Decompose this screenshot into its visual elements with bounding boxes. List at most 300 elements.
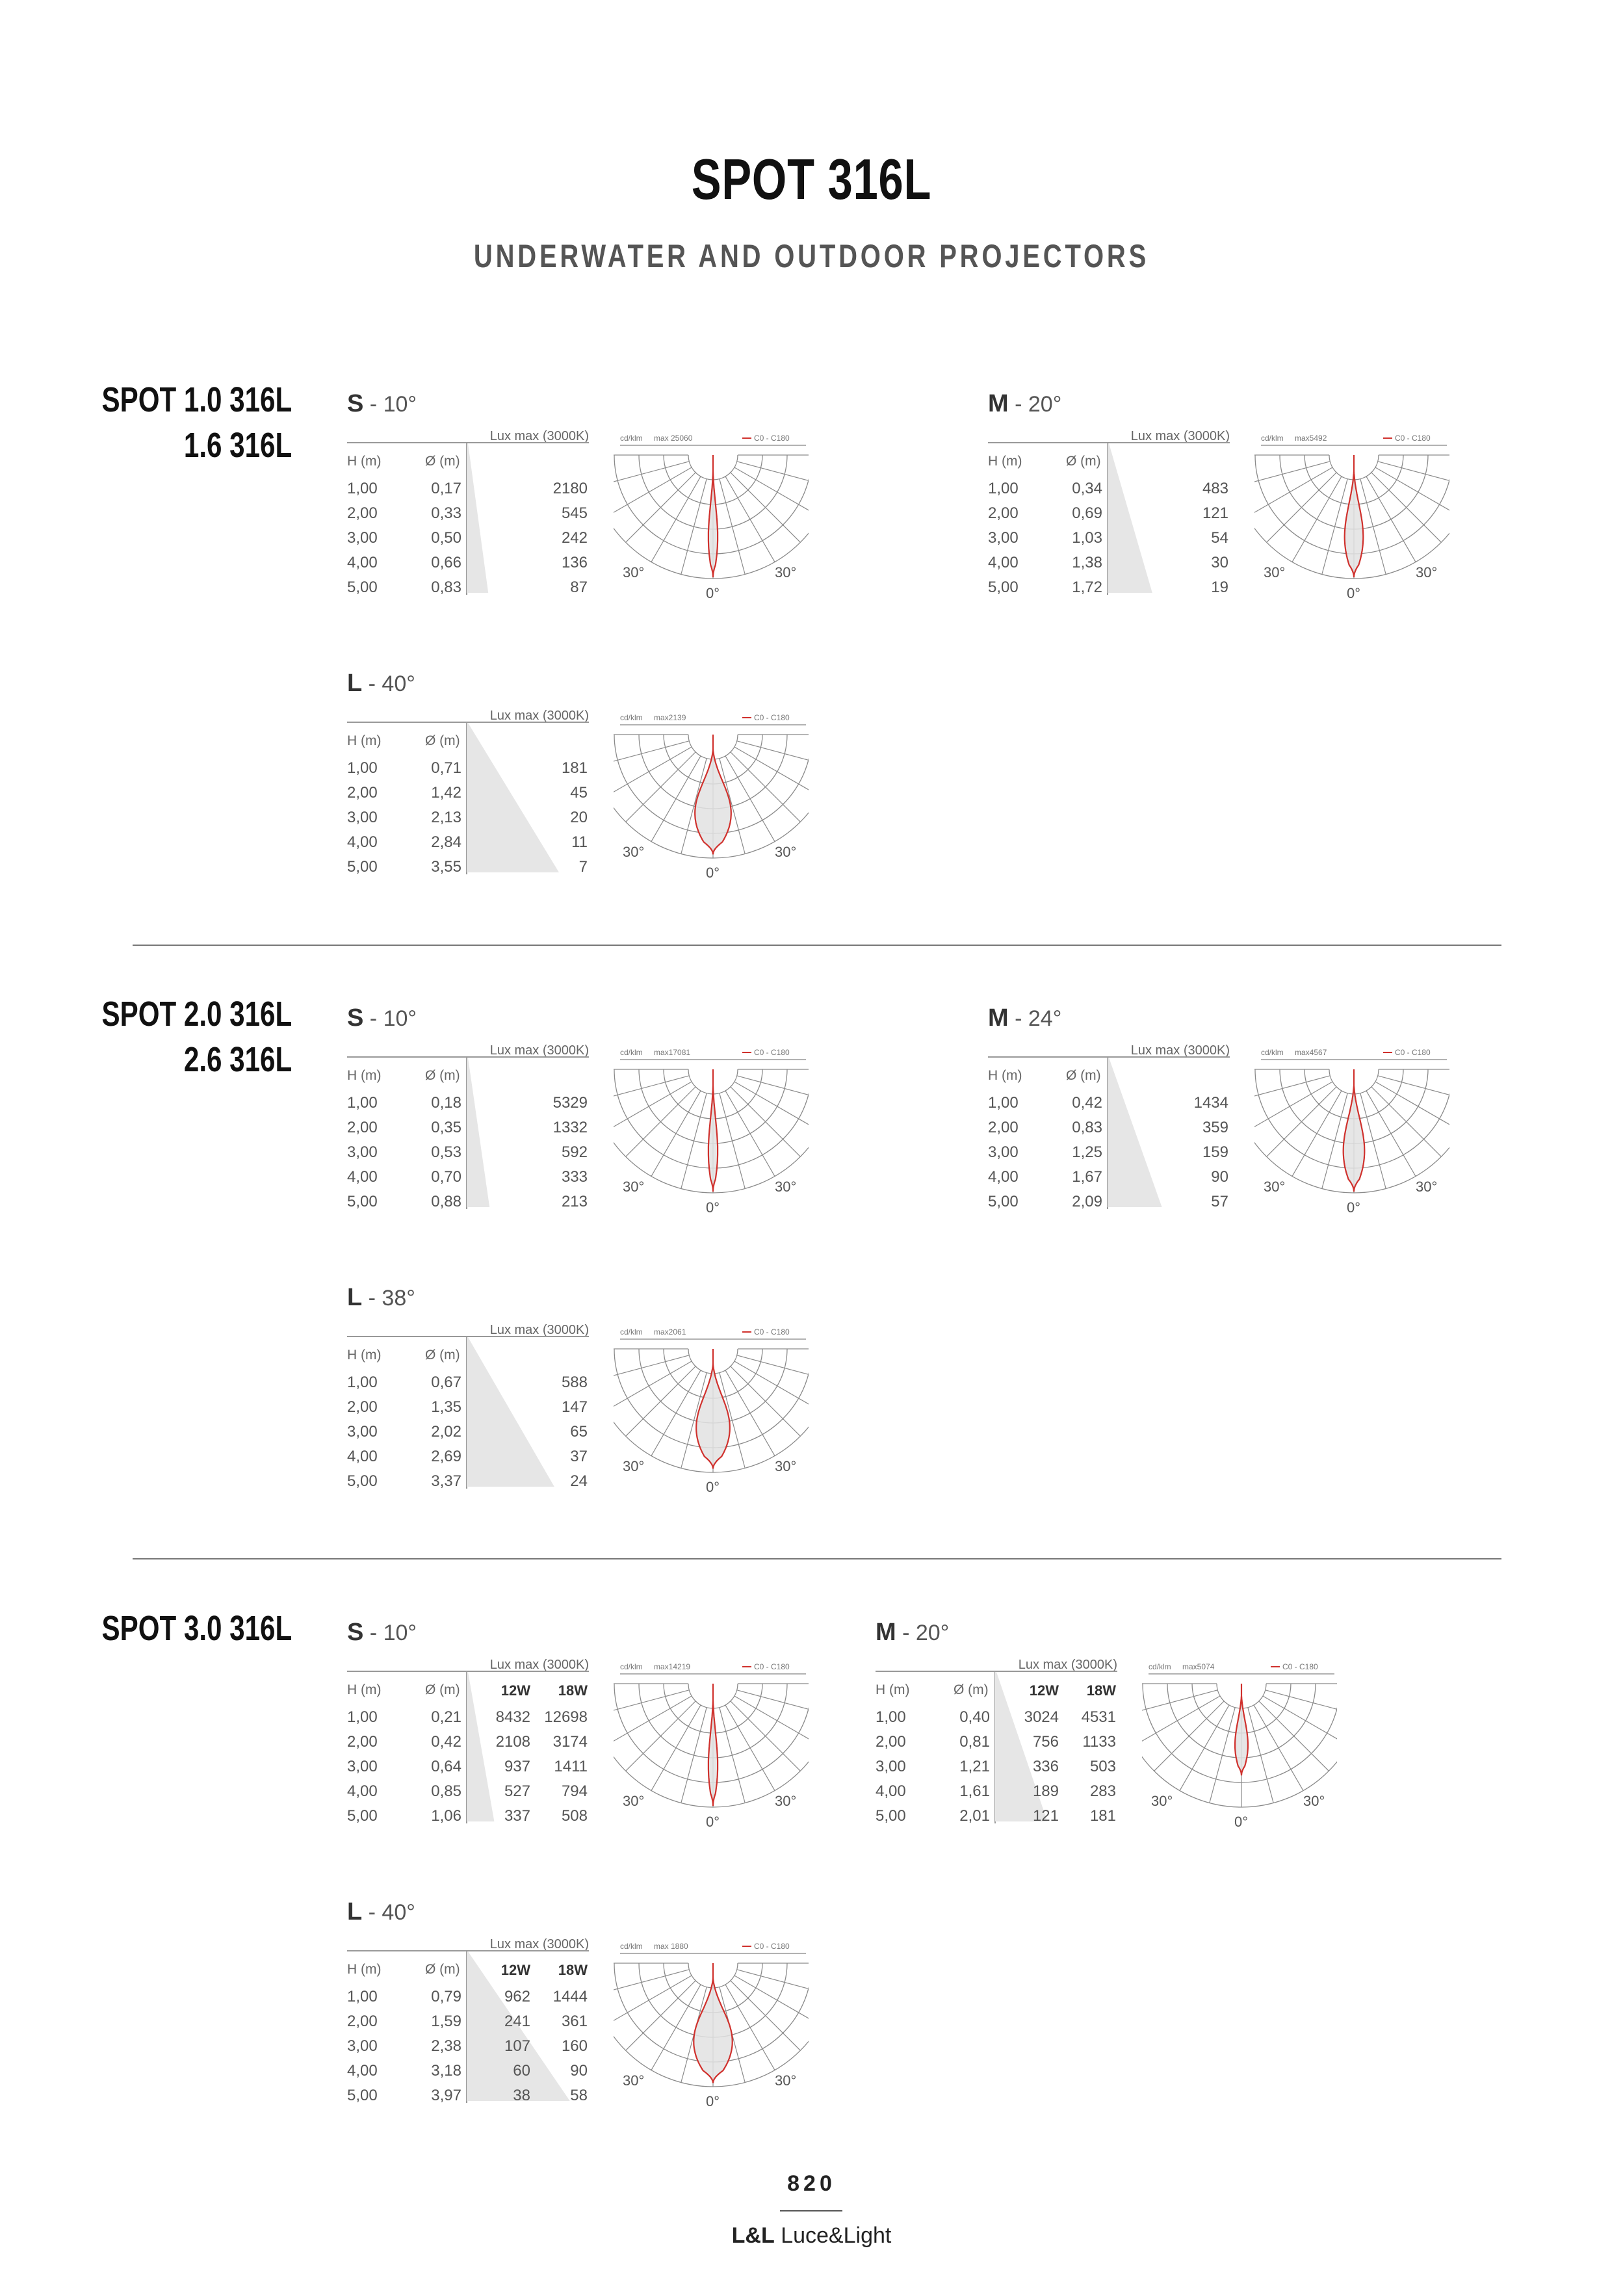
polar-radial bbox=[737, 741, 809, 766]
polar-radial bbox=[1292, 476, 1342, 562]
diameter-value: 0,83 bbox=[1072, 1119, 1102, 1136]
polar-radial bbox=[681, 1708, 707, 1803]
lux-value-18w: 794 bbox=[561, 1782, 588, 1800]
polar-max-value: max 1880 bbox=[654, 1942, 688, 1951]
polar-radial bbox=[725, 1705, 775, 1791]
lux-value: 359 bbox=[1202, 1119, 1228, 1136]
beam-title bbox=[347, 1004, 417, 1032]
beam-curve-c0-c180 bbox=[1235, 1684, 1248, 1775]
lux-value: 592 bbox=[561, 1143, 588, 1161]
polar-unit: cd/klm bbox=[1149, 1662, 1171, 1671]
polar-radial bbox=[1378, 462, 1449, 487]
diameter-header: Ø (m) bbox=[1066, 1068, 1101, 1083]
angle-label-center: 0° bbox=[1347, 1199, 1361, 1216]
lux-max-header: Lux max (3000K) bbox=[489, 1658, 589, 1672]
table-row bbox=[988, 1119, 1261, 1143]
polar-legend: C0 - C180 bbox=[754, 713, 790, 722]
lux-value: 483 bbox=[1202, 480, 1228, 497]
angle-label-left: 30° bbox=[623, 1179, 645, 1195]
polar-diagram bbox=[614, 1658, 809, 1853]
beam-block bbox=[347, 670, 815, 904]
polar-radial bbox=[720, 479, 745, 575]
polar-radial bbox=[626, 1087, 695, 1156]
diameter-value: 1,06 bbox=[431, 1807, 461, 1825]
polar-radial bbox=[1366, 1091, 1416, 1177]
polar-unit: cd/klm bbox=[620, 713, 643, 722]
beam-title bbox=[347, 390, 417, 418]
table-row bbox=[347, 1988, 620, 2013]
height-value: 3,00 bbox=[347, 809, 378, 826]
polar-diagram bbox=[614, 1323, 809, 1518]
polar-radial bbox=[725, 756, 775, 842]
polar-radial bbox=[626, 1981, 695, 2050]
height-value: 2,00 bbox=[347, 1733, 378, 1751]
lux-value: 5329 bbox=[552, 1094, 588, 1112]
height-value: 3,00 bbox=[347, 1758, 378, 1775]
lux-value: 30 bbox=[1211, 554, 1228, 571]
lux-value-12w: 8432 bbox=[495, 1708, 530, 1726]
table-row bbox=[988, 1168, 1261, 1193]
beam-letter: M bbox=[988, 390, 1009, 417]
polar-radial bbox=[1266, 1690, 1337, 1715]
polar-radial bbox=[731, 752, 800, 822]
lux-value-18w: 283 bbox=[1089, 1782, 1116, 1800]
beam-block bbox=[347, 390, 815, 624]
angle-label-right: 30° bbox=[775, 2072, 797, 2089]
polar-radial bbox=[720, 1093, 745, 1189]
lux-value: 2180 bbox=[552, 480, 588, 497]
angle-label-left: 30° bbox=[623, 564, 645, 581]
polar-radial bbox=[681, 1093, 707, 1189]
lux-value-18w: 508 bbox=[561, 1807, 588, 1825]
height-value: 1,00 bbox=[988, 480, 1019, 497]
beam-block bbox=[347, 1898, 815, 2132]
lux-value: 7 bbox=[578, 858, 588, 876]
diameter-value: 0,71 bbox=[431, 759, 461, 777]
beam-angle: - 40° bbox=[362, 1900, 415, 1925]
diameter-value: 0,50 bbox=[431, 529, 461, 547]
lux-value: 45 bbox=[570, 784, 588, 802]
diameter-value: 3,18 bbox=[431, 2062, 461, 2080]
lux-value-18w: 1133 bbox=[1082, 1733, 1116, 1751]
diameter-value: 3,55 bbox=[431, 858, 461, 876]
height-header: H (m) bbox=[347, 1348, 382, 1363]
height-value: 3,00 bbox=[347, 2037, 378, 2055]
polar-radial bbox=[1248, 1708, 1273, 1803]
polar-max-value: max2061 bbox=[654, 1327, 686, 1337]
lux-max-header: Lux max (3000K) bbox=[489, 1937, 589, 1951]
beam-block bbox=[347, 1284, 815, 1518]
table-row bbox=[988, 1193, 1261, 1218]
page-number: 820 bbox=[787, 2171, 836, 2196]
height-header: H (m) bbox=[988, 454, 1022, 469]
table-row bbox=[876, 1758, 1149, 1782]
diameter-value: 1,72 bbox=[1072, 579, 1102, 596]
polar-radial bbox=[731, 1087, 800, 1156]
lux-value: 121 bbox=[1202, 504, 1228, 522]
polar-radial bbox=[651, 1091, 701, 1177]
lux-value: 1434 bbox=[1193, 1094, 1228, 1112]
lux-max-header: Lux max (3000K) bbox=[1130, 429, 1230, 443]
lux-value-18w: 3174 bbox=[552, 1733, 588, 1751]
table-row bbox=[347, 529, 620, 554]
table-row bbox=[347, 480, 620, 504]
height-value: 1,00 bbox=[347, 1708, 378, 1726]
polar-radial bbox=[651, 1985, 701, 2070]
height-value: 5,00 bbox=[347, 1472, 378, 1490]
table-row bbox=[347, 579, 620, 603]
footer-brand bbox=[0, 2223, 1623, 2249]
height-value: 1,00 bbox=[347, 1374, 378, 1391]
lux-max-header: Lux max (3000K) bbox=[489, 429, 589, 443]
angle-label-left: 30° bbox=[1264, 1179, 1286, 1195]
lux-value: 136 bbox=[561, 554, 588, 571]
beam-letter: S bbox=[347, 1004, 364, 1032]
polar-legend: C0 - C180 bbox=[1282, 1662, 1318, 1671]
diameter-value: 0,64 bbox=[431, 1758, 461, 1775]
beam-title bbox=[347, 1898, 415, 1926]
polar-legend: C0 - C180 bbox=[754, 1048, 790, 1057]
diameter-value: 2,69 bbox=[431, 1448, 461, 1465]
beam-angle: - 38° bbox=[362, 1286, 415, 1311]
polar-radial bbox=[614, 462, 689, 487]
lux-value-12w: 38 bbox=[513, 2087, 530, 2104]
height-value: 4,00 bbox=[876, 1782, 906, 1800]
height-value: 5,00 bbox=[876, 1807, 906, 1825]
table-row bbox=[347, 759, 620, 784]
height-value: 5,00 bbox=[988, 1193, 1019, 1210]
table-row bbox=[347, 1374, 620, 1398]
beam-title bbox=[876, 1619, 949, 1647]
polar-radial bbox=[651, 476, 701, 562]
brand-name: Luce&Light bbox=[774, 2223, 892, 2248]
polar-radial bbox=[1154, 1701, 1224, 1771]
beam-letter: M bbox=[988, 1004, 1009, 1032]
angle-label-left: 30° bbox=[623, 844, 645, 860]
beam-letter: L bbox=[347, 1898, 363, 1925]
lux-value: 588 bbox=[561, 1374, 588, 1391]
height-value: 1,00 bbox=[347, 480, 378, 497]
beam-letter: M bbox=[876, 1619, 896, 1646]
height-value: 4,00 bbox=[347, 1782, 378, 1800]
beam-angle: - 20° bbox=[896, 1621, 950, 1645]
wattage-header-18w: 18W bbox=[558, 1682, 588, 1699]
diameter-value: 3,37 bbox=[431, 1472, 461, 1490]
lux-value-12w: 336 bbox=[1032, 1758, 1059, 1775]
lux-value-12w: 121 bbox=[1032, 1807, 1059, 1825]
diameter-header: Ø (m) bbox=[954, 1682, 989, 1697]
beam-letter: S bbox=[347, 390, 364, 417]
beam-title bbox=[347, 1619, 417, 1647]
beam-title bbox=[988, 390, 1061, 418]
wattage-header-12w: 12W bbox=[500, 1682, 530, 1699]
diameter-value: 2,01 bbox=[959, 1807, 990, 1825]
diameter-value: 0,34 bbox=[1072, 480, 1102, 497]
polar-radial bbox=[725, 1985, 775, 2070]
polar-radial bbox=[1292, 1091, 1342, 1177]
angle-label-center: 0° bbox=[706, 865, 720, 881]
section-title bbox=[101, 1606, 292, 1651]
beam-block bbox=[347, 1004, 815, 1238]
lux-value-18w: 58 bbox=[570, 2087, 588, 2104]
polar-radial bbox=[731, 1366, 800, 1436]
polar-radial bbox=[720, 1708, 745, 1803]
polar-diagram bbox=[614, 709, 809, 904]
table-row bbox=[347, 2037, 620, 2062]
section-title bbox=[101, 377, 292, 468]
brand-mark: L&L bbox=[731, 2223, 775, 2248]
diameter-value: 1,38 bbox=[1072, 554, 1102, 571]
table-row bbox=[347, 1168, 620, 1193]
height-value: 3,00 bbox=[347, 529, 378, 547]
table-row bbox=[347, 1448, 620, 1472]
polar-radial bbox=[626, 752, 695, 822]
height-value: 5,00 bbox=[347, 858, 378, 876]
table-row bbox=[347, 504, 620, 529]
polar-radial bbox=[1254, 462, 1330, 487]
beam-letter: L bbox=[347, 670, 363, 697]
table-row bbox=[876, 1782, 1149, 1807]
lux-value-18w: 160 bbox=[561, 2037, 588, 2055]
polar-radial bbox=[725, 1370, 775, 1456]
lux-max-header: Lux max (3000K) bbox=[1130, 1043, 1230, 1058]
lux-value: 242 bbox=[561, 529, 588, 547]
lux-value: 24 bbox=[570, 1472, 588, 1490]
polar-radial bbox=[626, 1366, 695, 1436]
lux-value: 37 bbox=[570, 1448, 588, 1465]
height-value: 2,00 bbox=[988, 1119, 1019, 1136]
height-value: 3,00 bbox=[876, 1758, 906, 1775]
polar-diagram bbox=[1254, 429, 1449, 624]
angle-label-right: 30° bbox=[775, 1458, 797, 1474]
polar-radial bbox=[725, 1091, 775, 1177]
section-title-line: SPOT 1.0 316L bbox=[101, 380, 292, 419]
height-value: 1,00 bbox=[347, 1094, 378, 1112]
diameter-value: 1,59 bbox=[431, 2013, 461, 2030]
lux-value-12w: 107 bbox=[504, 2037, 530, 2055]
height-value: 2,00 bbox=[347, 784, 378, 802]
polar-radial bbox=[1142, 1690, 1217, 1715]
polar-max-value: max4567 bbox=[1295, 1048, 1327, 1057]
polar-legend: C0 - C180 bbox=[754, 1327, 790, 1337]
height-value: 4,00 bbox=[347, 554, 378, 571]
beam-block bbox=[876, 1619, 1344, 1853]
lux-value-18w: 361 bbox=[561, 2013, 588, 2030]
table-row bbox=[347, 784, 620, 809]
lux-value-12w: 60 bbox=[513, 2062, 530, 2080]
table-row bbox=[988, 1094, 1261, 1119]
angle-label-left: 30° bbox=[623, 2072, 645, 2089]
height-value: 5,00 bbox=[347, 579, 378, 596]
polar-radial bbox=[614, 1355, 689, 1381]
section-title bbox=[101, 991, 292, 1082]
beam-curve-c0-c180 bbox=[708, 1069, 718, 1192]
beam-curve-c0-c180 bbox=[696, 1349, 730, 1468]
lux-value: 333 bbox=[561, 1168, 588, 1186]
polar-diagram bbox=[1142, 1658, 1337, 1853]
diameter-value: 0,17 bbox=[431, 480, 461, 497]
diameter-value: 1,03 bbox=[1072, 529, 1102, 547]
table-row bbox=[988, 529, 1261, 554]
polar-legend: C0 - C180 bbox=[754, 1662, 790, 1671]
polar-unit: cd/klm bbox=[1261, 1048, 1284, 1057]
wattage-header-18w: 18W bbox=[1086, 1682, 1116, 1699]
polar-radial bbox=[626, 473, 695, 542]
lux-value: 65 bbox=[570, 1423, 588, 1441]
diameter-header: Ø (m) bbox=[1066, 454, 1101, 469]
angle-label-right: 30° bbox=[775, 1179, 797, 1195]
wattage-header-12w: 12W bbox=[500, 1962, 530, 1978]
lux-value-18w: 503 bbox=[1089, 1758, 1116, 1775]
polar-radial bbox=[1371, 473, 1441, 542]
lux-value-18w: 12698 bbox=[544, 1708, 588, 1726]
height-value: 3,00 bbox=[988, 529, 1019, 547]
polar-radial bbox=[651, 756, 701, 842]
polar-radial bbox=[614, 1690, 689, 1715]
lux-value: 159 bbox=[1202, 1143, 1228, 1161]
lux-value: 87 bbox=[570, 579, 588, 596]
angle-label-center: 0° bbox=[706, 2093, 720, 2109]
lux-value: 213 bbox=[561, 1193, 588, 1210]
table-row bbox=[347, 554, 620, 579]
lux-value-12w: 241 bbox=[504, 2013, 530, 2030]
lux-value-12w: 756 bbox=[1032, 1733, 1059, 1751]
beam-angle: - 10° bbox=[363, 392, 417, 417]
polar-diagram bbox=[1254, 1043, 1449, 1238]
angle-label-center: 0° bbox=[706, 1814, 720, 1830]
polar-diagram bbox=[614, 429, 809, 624]
polar-radial bbox=[737, 1076, 809, 1101]
polar-radial bbox=[731, 1981, 800, 2050]
height-value: 2,00 bbox=[988, 504, 1019, 522]
diameter-value: 0,81 bbox=[959, 1733, 990, 1751]
lux-value: 1332 bbox=[552, 1119, 588, 1136]
lux-value: 545 bbox=[561, 504, 588, 522]
height-value: 4,00 bbox=[347, 1448, 378, 1465]
polar-radial bbox=[1360, 479, 1386, 575]
angle-label-right: 30° bbox=[775, 564, 797, 581]
beam-title bbox=[347, 670, 415, 698]
polar-legend: C0 - C180 bbox=[754, 1942, 790, 1951]
height-value: 2,00 bbox=[347, 1398, 378, 1416]
diameter-header: Ø (m) bbox=[425, 1068, 460, 1083]
angle-label-right: 30° bbox=[1416, 1179, 1438, 1195]
lux-value: 11 bbox=[571, 833, 588, 851]
angle-label-right: 30° bbox=[775, 1793, 797, 1809]
diameter-value: 2,38 bbox=[431, 2037, 461, 2055]
height-value: 4,00 bbox=[988, 1168, 1019, 1186]
section-title-line: 2.6 316L bbox=[183, 1040, 292, 1079]
lux-value: 181 bbox=[561, 759, 588, 777]
lux-value-12w: 962 bbox=[504, 1988, 530, 2005]
footer-divider bbox=[780, 2210, 842, 2211]
table-row bbox=[988, 504, 1261, 529]
table-row bbox=[347, 1119, 620, 1143]
section-divider bbox=[133, 1558, 1501, 1559]
polar-unit: cd/klm bbox=[620, 1942, 643, 1951]
polar-radial bbox=[1180, 1705, 1229, 1791]
table-row bbox=[876, 1807, 1149, 1832]
lux-value: 20 bbox=[570, 809, 588, 826]
polar-radial bbox=[614, 1970, 689, 1995]
lux-value-12w: 527 bbox=[504, 1782, 530, 1800]
polar-radial bbox=[614, 1076, 689, 1101]
angle-label-center: 0° bbox=[1347, 585, 1361, 601]
angle-label-left: 30° bbox=[1264, 564, 1286, 581]
lux-value-12w: 937 bbox=[504, 1758, 530, 1775]
angle-label-left: 30° bbox=[623, 1458, 645, 1474]
height-header: H (m) bbox=[876, 1682, 910, 1697]
beam-title bbox=[988, 1004, 1061, 1032]
polar-radial bbox=[1267, 1087, 1336, 1156]
diameter-value: 0,83 bbox=[431, 579, 461, 596]
polar-radial bbox=[626, 1701, 695, 1771]
table-row bbox=[988, 579, 1261, 603]
angle-label-left: 30° bbox=[623, 1793, 645, 1809]
table-row bbox=[347, 2087, 620, 2111]
section-divider bbox=[133, 945, 1501, 946]
polar-unit: cd/klm bbox=[620, 434, 643, 443]
diameter-header: Ø (m) bbox=[425, 1348, 460, 1363]
wattage-header-18w: 18W bbox=[558, 1962, 588, 1978]
diameter-value: 0,67 bbox=[431, 1374, 461, 1391]
angle-label-center: 0° bbox=[706, 1199, 720, 1216]
height-value: 3,00 bbox=[347, 1423, 378, 1441]
table-row bbox=[347, 1708, 620, 1733]
height-value: 2,00 bbox=[347, 2013, 378, 2030]
polar-radial bbox=[651, 1370, 701, 1456]
beam-curve-c0-c180 bbox=[694, 1963, 732, 2083]
diameter-value: 0,66 bbox=[431, 554, 461, 571]
diameter-value: 2,02 bbox=[431, 1423, 461, 1441]
lux-value-18w: 1444 bbox=[552, 1988, 588, 2005]
height-value: 5,00 bbox=[347, 1807, 378, 1825]
height-header: H (m) bbox=[988, 1068, 1022, 1083]
table-row bbox=[876, 1733, 1149, 1758]
polar-radial bbox=[1254, 1705, 1303, 1791]
diameter-value: 1,61 bbox=[959, 1782, 990, 1800]
table-row bbox=[347, 1758, 620, 1782]
angle-label-center: 0° bbox=[706, 585, 720, 601]
polar-unit: cd/klm bbox=[1261, 434, 1284, 443]
table-row bbox=[347, 2062, 620, 2087]
diameter-header: Ø (m) bbox=[425, 1682, 460, 1697]
diameter-value: 0,79 bbox=[431, 1988, 461, 2005]
height-value: 5,00 bbox=[988, 579, 1019, 596]
page-title: SPOT 316L bbox=[691, 147, 932, 211]
height-value: 1,00 bbox=[347, 1988, 378, 2005]
height-value: 1,00 bbox=[347, 759, 378, 777]
diameter-value: 2,13 bbox=[431, 809, 461, 826]
beam-letter: S bbox=[347, 1619, 364, 1646]
beam-angle: - 24° bbox=[1008, 1006, 1062, 1031]
table-row bbox=[347, 1143, 620, 1168]
table-row bbox=[347, 1398, 620, 1423]
height-value: 3,00 bbox=[347, 1143, 378, 1161]
height-value: 5,00 bbox=[347, 1193, 378, 1210]
lux-value-12w: 2108 bbox=[495, 1733, 530, 1751]
lux-max-header: Lux max (3000K) bbox=[1018, 1658, 1117, 1672]
section-title-line: SPOT 3.0 316L bbox=[101, 1609, 292, 1648]
polar-max-value: max17081 bbox=[654, 1048, 691, 1057]
height-header: H (m) bbox=[347, 454, 382, 469]
polar-radial bbox=[731, 473, 800, 542]
diameter-value: 0,40 bbox=[959, 1708, 990, 1726]
angle-label-left: 30° bbox=[1151, 1793, 1173, 1809]
angle-label-right: 30° bbox=[1303, 1793, 1325, 1809]
polar-radial bbox=[731, 1701, 800, 1771]
diameter-value: 0,21 bbox=[431, 1708, 461, 1726]
